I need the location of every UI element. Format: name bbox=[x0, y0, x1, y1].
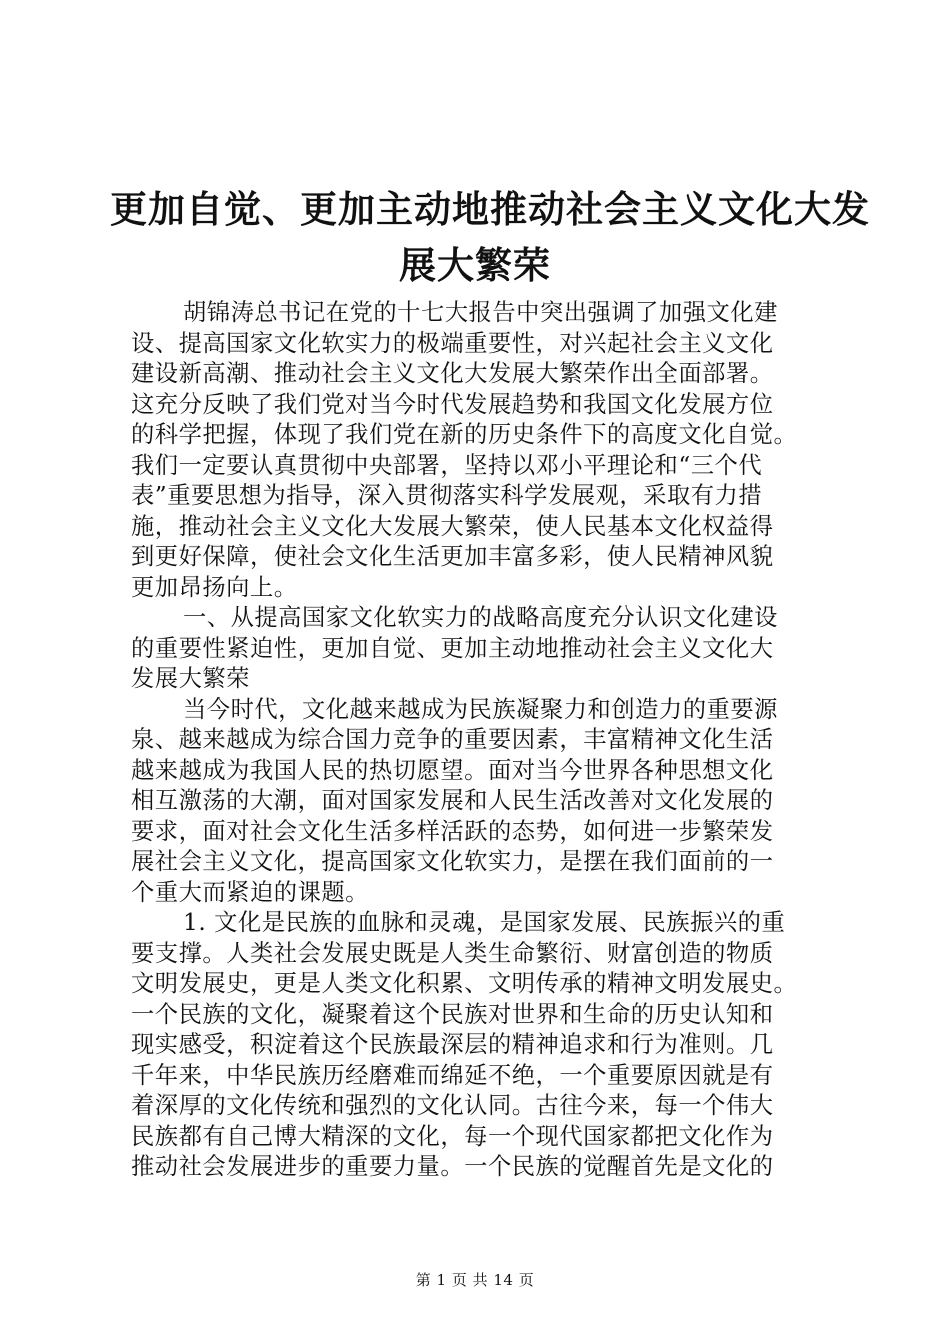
paragraph-line: 当今时代，文化越来越成为民族凝聚力和创造力的重要源 bbox=[183, 695, 778, 723]
paragraph-line: 的科学把握，体现了我们党在新的历史条件下的高度文化自觉。 bbox=[131, 421, 798, 448]
paragraph-line: 施，推动社会主义文化大发展大繁荣，使人民基本文化权益得 bbox=[131, 512, 774, 540]
document-title bbox=[110, 182, 870, 294]
document-body bbox=[131, 298, 831, 1183]
section-heading-line: 一、从提高国家文化软实力的战略高度充分认识文化建设 bbox=[183, 604, 778, 631]
paragraph-line: 建设新高潮、推动社会主义文化大发展大繁荣作出全面部署。 bbox=[131, 360, 774, 387]
paragraph-line: 1. 文化是民族的血脉和灵魂，是国家发展、民族振兴的重 bbox=[183, 909, 786, 936]
section-heading-line: 的重要性紧迫性，更加自觉、更加主动地推动社会主义文化大 bbox=[131, 634, 774, 662]
paragraph-line: 推动社会发展进步的重要力量。一个民族的觉醒首先是文化的 bbox=[131, 1153, 774, 1180]
paragraph-line: 我们一定要认真贯彻中央部署，坚持以邓小平理论和“三个代 bbox=[131, 451, 763, 479]
title-line: 展大繁荣 bbox=[399, 244, 551, 287]
paragraph-line: 越来越成为我国人民的热切愿望。面对当今世界各种思想文化 bbox=[131, 756, 774, 784]
paragraph-line: 要支撑。人类社会发展史既是人类生命繁衍、财富创造的物质 bbox=[131, 939, 774, 967]
paragraph-line: 个重大而紧迫的课题。 bbox=[131, 878, 369, 906]
paragraph-line: 着深厚的文化传统和强烈的文化认同。古往今来，每一个伟大 bbox=[131, 1092, 774, 1119]
paragraph-line: 要求，面对社会文化生活多样活跃的态势，如何进一步繁荣发 bbox=[131, 817, 774, 845]
title-line: 更加自觉、更加主动地推动社会主义文化大发 bbox=[110, 188, 870, 231]
paragraph-line: 到更好保障，使社会文化生活更加丰富多彩，使人民精神风貌 bbox=[131, 543, 774, 570]
paragraph-line: 文明发展史，更是人类文化积累、文明传承的精神文明发展史。 bbox=[131, 970, 798, 997]
page-number-footer: 第 1 页 共 14 页 bbox=[415, 1271, 535, 1289]
paragraph-line: 民族都有自己博大精深的文化，每一个现代国家都把文化作为 bbox=[131, 1122, 774, 1150]
paragraph-line: 泉、越来越成为综合国力竞争的重要因素，丰富精神文化生活 bbox=[131, 726, 774, 753]
section-heading-line: 发展大繁荣 bbox=[131, 665, 250, 692]
paragraph-line: 展社会主义文化，提高国家文化软实力，是摆在我们面前的一 bbox=[131, 848, 774, 875]
paragraph-line: 现实感受，积淀着这个民族最深层的精神追求和行为准则。几 bbox=[131, 1031, 774, 1058]
paragraph-line: 相互激荡的大潮，面对国家发展和人民生活改善对文化发展的 bbox=[131, 787, 774, 814]
paragraph-line: 表”重要思想为指导，深入贯彻落实科学发展观，采取有力措 bbox=[131, 482, 763, 509]
paragraph-line: 一个民族的文化，凝聚着这个民族对世界和生命的历史认知和 bbox=[131, 1000, 774, 1028]
paragraph-line: 胡锦涛总书记在党的十七大报告中突出强调了加强文化建 bbox=[183, 299, 778, 326]
paragraph-line: 设、提高国家文化软实力的极端重要性，对兴起社会主义文化 bbox=[131, 329, 774, 357]
paragraph-line: 更加昂扬向上。 bbox=[131, 573, 298, 601]
paragraph-line: 这充分反映了我们党对当今时代发展趋势和我国文化发展方位 bbox=[131, 390, 774, 418]
paragraph-line: 千年来，中华民族历经磨难而绵延不绝，一个重要原因就是有 bbox=[131, 1061, 774, 1089]
